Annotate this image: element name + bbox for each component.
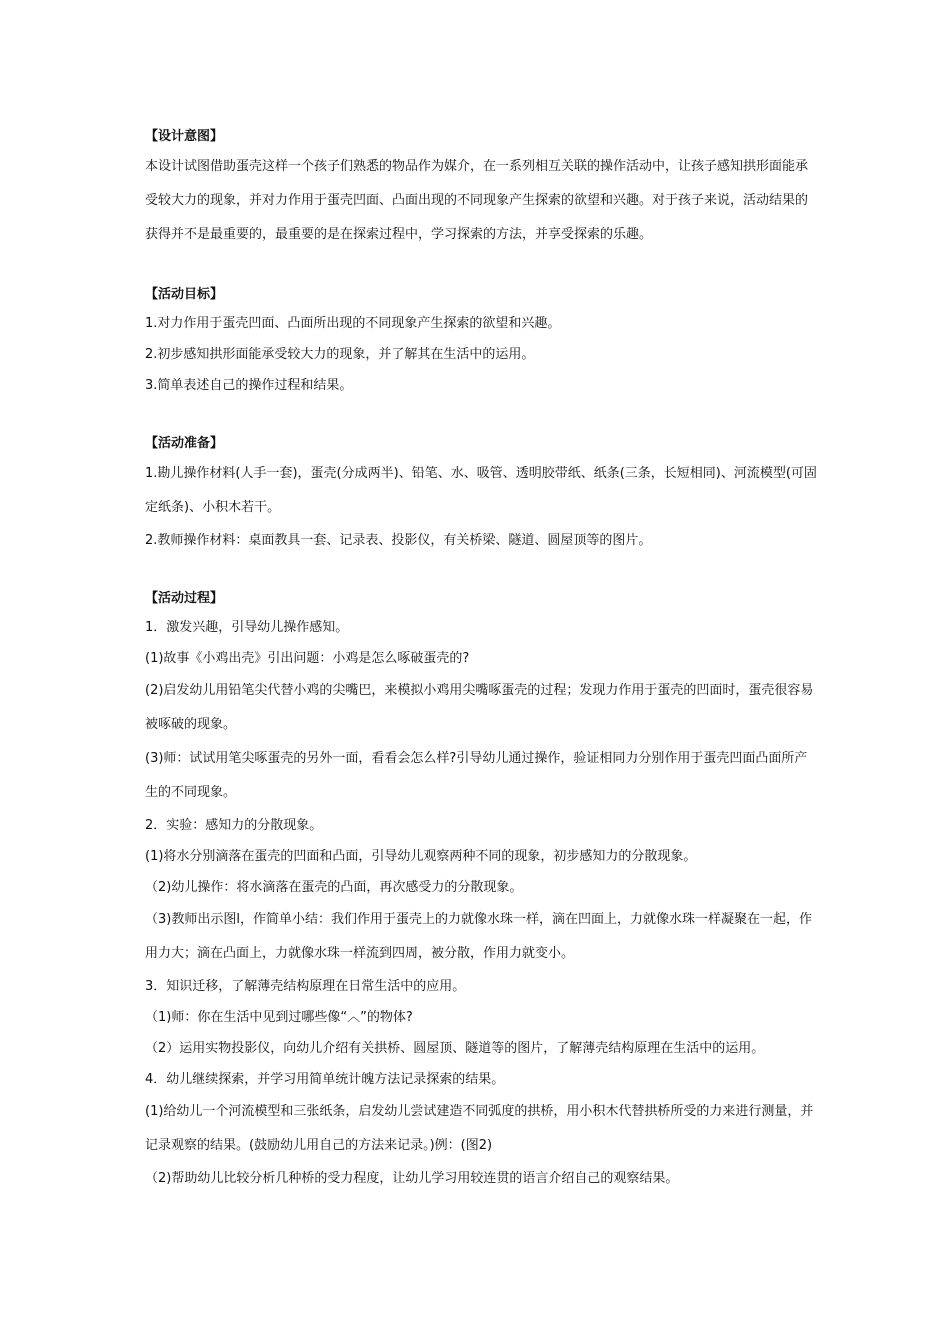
process-step-2: 2．实验：感知力的分散现象。 (145, 818, 323, 833)
activity-goals-section (145, 282, 817, 401)
process-step-1: 1．激发兴趣，引导幼儿操作感知。 (145, 620, 349, 635)
activity-process-section (145, 586, 817, 1194)
design-intent-body: 本设计试图借助蛋壳这样一个孩子们熟悉的物品作为媒介，在一系列相互关联的操作活动中，让孩子感知拱形面能承受较大力的现象，并对力作用于蛋壳凹面、凸面出现的不同现象产生探索的欲望和兴趣。对于孩子来说，活动结果的获得并不是最重要的，最重要的是在探索过程中，学习探索的方法，并享受探索的乐趣。 (145, 159, 809, 242)
design-intent-section (145, 124, 817, 252)
process-step-4-2: （2)帮助幼儿比较分析几种桥的受力程度，让幼儿学习用较连贯的语言介绍自己的观察结果。 (145, 1171, 679, 1186)
activity-goals-heading: 【活动目标】 (145, 287, 224, 302)
process-step-4: 4．幼儿继续探索，并学习用简单统计魄方法记录探索的结果。 (145, 1072, 505, 1087)
goal-item: 2.初步感知拱形面能承受较大力的现象，并了解其在生活中的运用。 (145, 347, 535, 362)
document-page (145, 124, 817, 1194)
process-step-1-3: (3)师：试试用笔尖啄蛋壳的另外一面，看看会怎么样?引导幼儿通过操作，验证相同力分别作用于蛋壳凹面凸面所产生的不同现象。 (145, 751, 808, 800)
goal-item: 1.对力作用于蛋壳凹面、凸面所出现的不同现象产生探索的欲望和兴趣。 (145, 316, 561, 331)
activity-process-heading: 【活动过程】 (145, 591, 224, 606)
process-step-3-2: （2）运用实物投影仪，向幼儿介绍有关拱桥、圆屋顶、隧道等的图片，了解薄壳结构原理在生活中的运用。 (145, 1041, 765, 1056)
goal-item: 3.简单表述自己的操作过程和结果。 (145, 378, 353, 393)
process-step-1-2: (2)启发幼儿用铅笔尖代替小鸡的尖嘴巴，来模拟小鸡用尖嘴啄蛋壳的过程；发现力作用于蛋壳的凹面时，蛋壳很容易被啄破的现象。 (145, 683, 814, 732)
activity-prep-heading: 【活动准备】 (145, 436, 224, 451)
process-step-4-1: (1)给幼儿一个河流模型和三张纸条，启发幼儿尝试建造不同弧度的拱桥，用小积木代替拱桥所受的力来进行测量，并记录观察的结果。(鼓励幼儿用自己的方法来记录。)例：(图2) (145, 1104, 814, 1153)
prep-item-children: 1.勘儿操作材料(人手一套)，蛋壳(分成两半)、铅笔、水、吸管、透明胶带纸、纸条(三条，长短相同)、河流模型(可固定纸条)、小积木若干。 (145, 466, 817, 515)
process-step-1-1: (1)故事《小鸡出壳》引出问题：小鸡是怎么啄破蛋壳的? (145, 651, 470, 666)
process-step-2-2: （2)幼儿操作：将水滴落在蛋壳的凸面，再次感受力的分散现象。 (145, 880, 523, 895)
process-step-2-3: （3)教师出示图l，作简单小结：我们作用于蛋壳上的力就像水珠一样，滴在凹面上，力就像水珠一样凝聚在一起，作用力大；滴在凸面上，力就像水珠一样流到四周，被分散，作用力就变小。 (145, 912, 812, 961)
prep-item-teacher: 2.教师操作材料：桌面教具一套、记录表、投影仪，有关桥梁、隧道、圆屋顶等的图片。 (145, 533, 652, 548)
process-step-2-1: (1)将水分别滴落在蛋壳的凹面和凸面，引导幼儿观察两种不同的现象，初步感知力的分散现象。 (145, 849, 697, 864)
design-intent-heading: 【设计意图】 (145, 129, 224, 144)
process-step-3-1: （1)师：你在生活中见到过哪些像“︿”的物体? (145, 1010, 413, 1025)
activity-prep-section (145, 431, 817, 556)
process-step-3: 3．知识迁移，了解薄壳结构原理在日常生活中的应用。 (145, 979, 466, 994)
